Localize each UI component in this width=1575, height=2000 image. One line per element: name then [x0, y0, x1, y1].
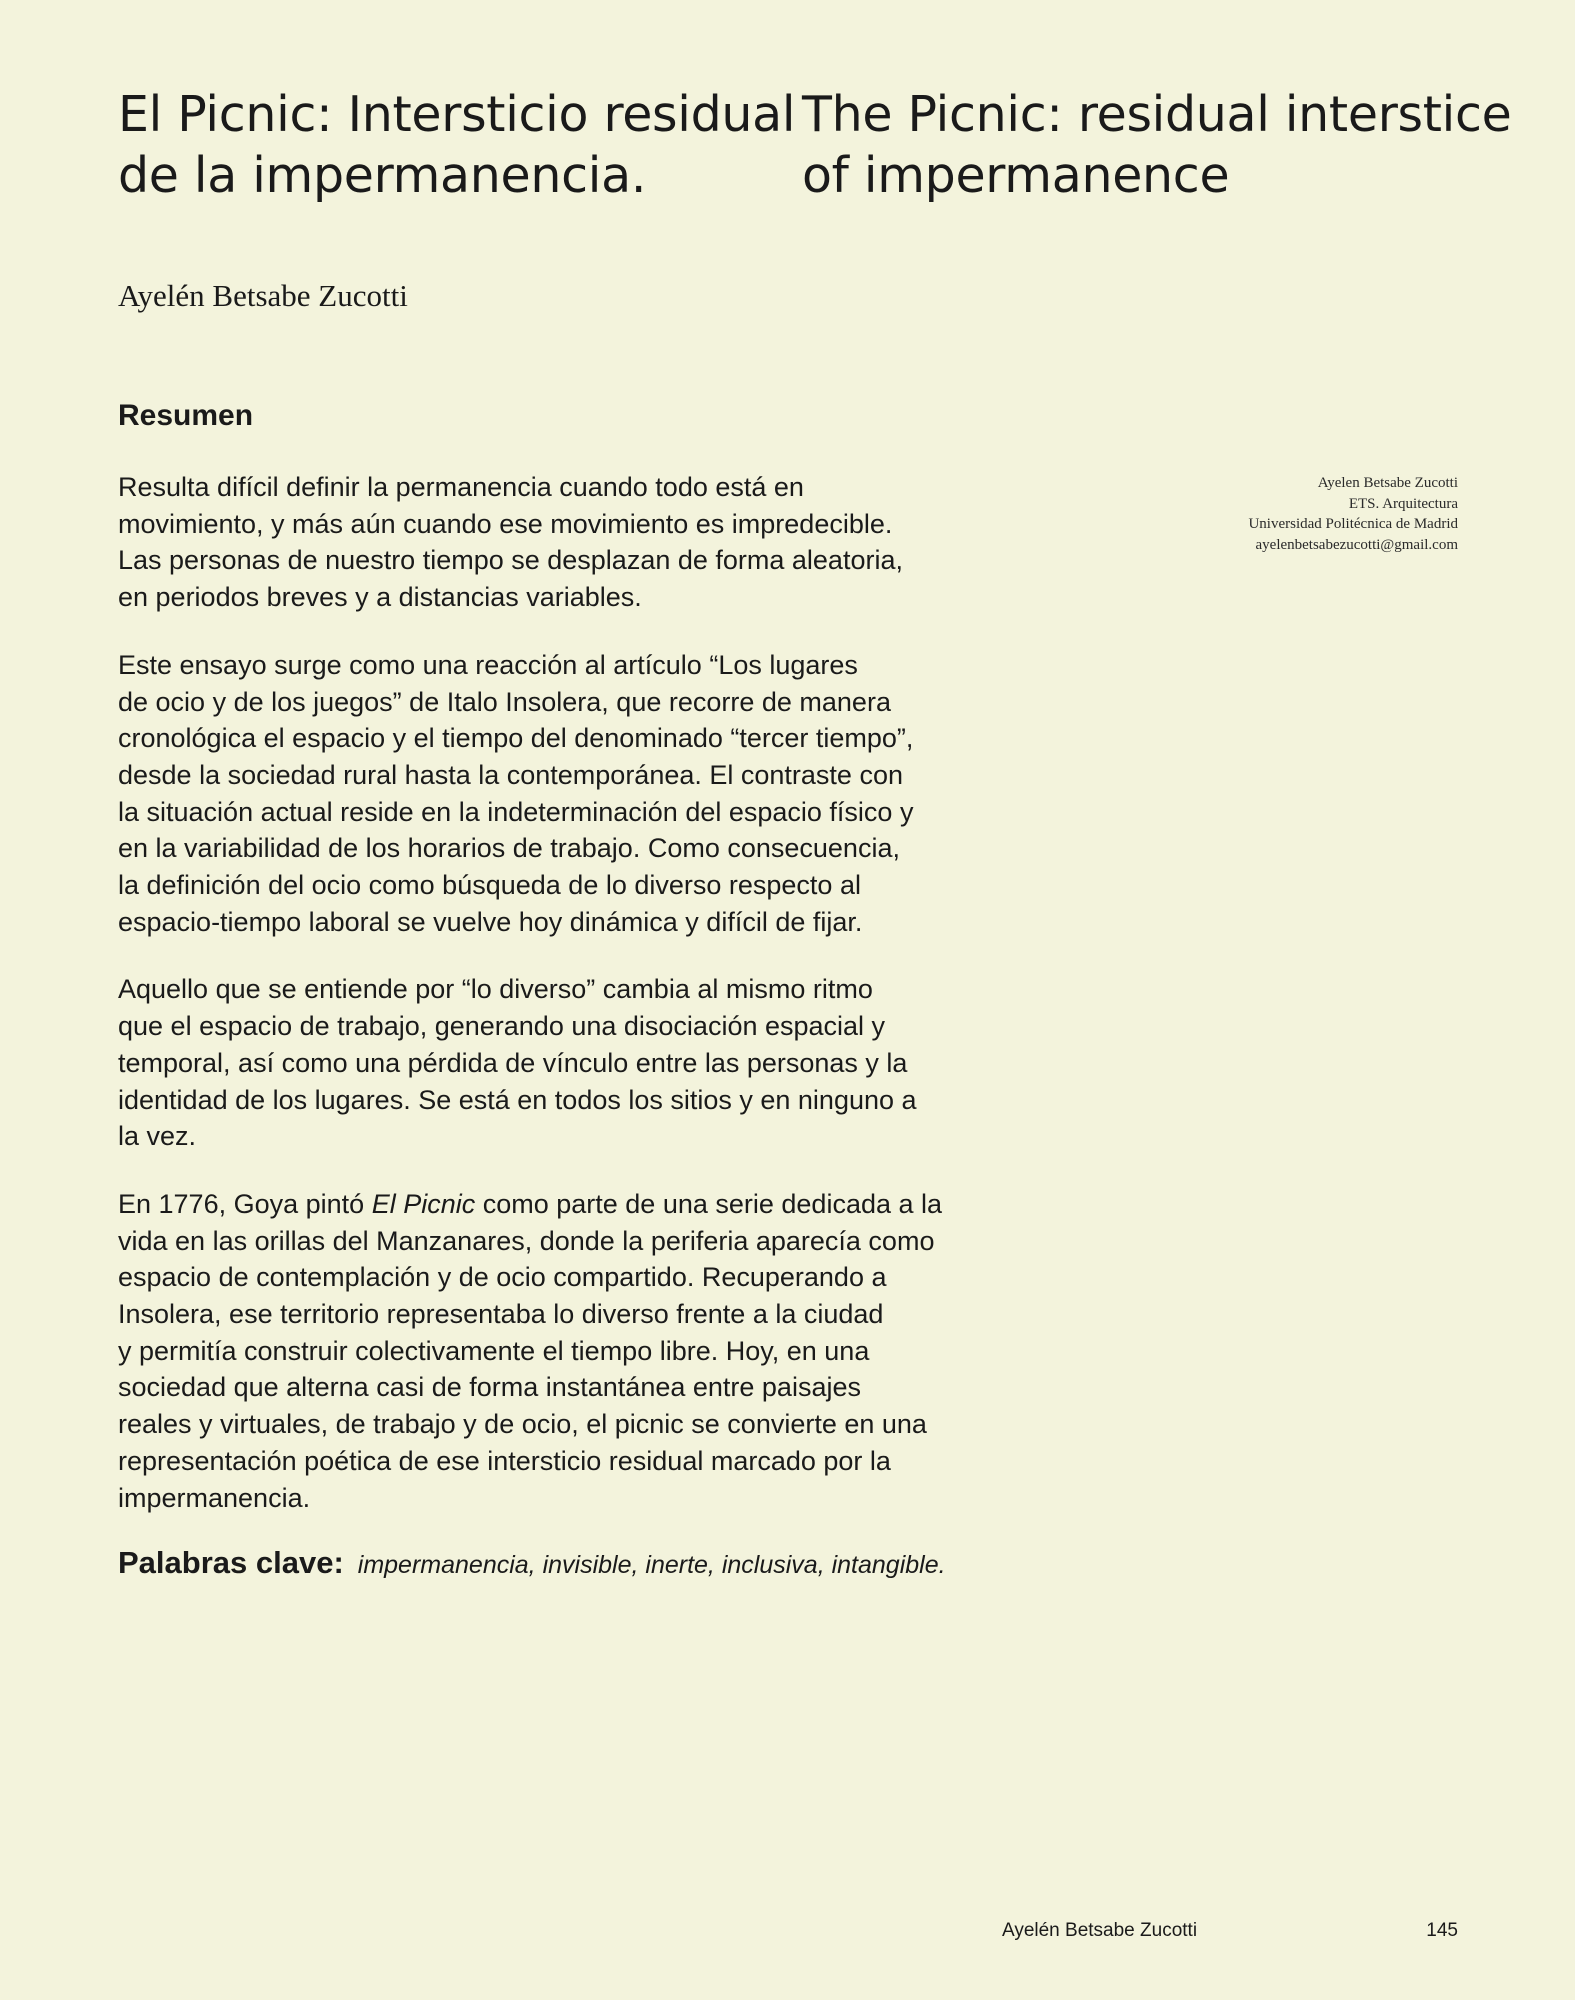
text-line: movimiento, y más aún cuando ese movimiento es impredecible. [118, 508, 893, 539]
title-english-line-2: of impermanence [802, 147, 1230, 204]
keywords-label: Palabras clave: [118, 1545, 344, 1580]
text-line: en periodos breves y a distancias variables. [118, 582, 642, 613]
text-line: representación poética de ese intersticio residual marcado por la [118, 1445, 891, 1476]
title-spanish [118, 84, 796, 206]
affiliation-university: Universidad Politécnica de Madrid [1248, 516, 1458, 532]
author-affiliation [1248, 473, 1458, 555]
author-name: Ayelén Betsabe Zucotti [118, 278, 408, 313]
text-line: impermanencia. [118, 1482, 311, 1513]
text-line: cronológica el espacio y el tiempo del denominado “tercer tiempo”, [118, 723, 914, 754]
text-line: en la variabilidad de los horarios de trabajo. Como consecuencia, [118, 833, 900, 864]
text-line: la vez. [118, 1121, 197, 1152]
page-number: 145 [1426, 1920, 1458, 1941]
abstract-body [118, 469, 1018, 1547]
text-line: que el espacio de trabajo, generando una disociación espacial y [118, 1011, 886, 1042]
text-line: Resulta difícil definir la permanencia cuando todo está en [118, 472, 804, 502]
abstract-heading: Resumen [118, 399, 254, 432]
text-line: la definición del ocio como búsqueda de lo diverso respecto al [118, 870, 861, 901]
text-line: desde la sociedad rural hasta la contemporánea. El contraste con [118, 759, 903, 790]
abstract-paragraph-4 [118, 1186, 1018, 1516]
text-line: Aquello que se entiende por “lo diverso” cambia al mismo ritmo [118, 974, 873, 1005]
keywords [118, 1545, 946, 1581]
text-line [118, 1186, 1018, 1223]
text-line: sociedad que alterna casi de forma instantánea entre paisajes [118, 1372, 861, 1403]
title-english [802, 84, 1512, 206]
text-fragment: como parte de una serie dedicada a la [475, 1188, 943, 1219]
text-line: Este ensayo surge como una reacción al artículo “Los lugares [118, 649, 858, 680]
affiliation-school: ETS. Arquitectura [1348, 495, 1458, 512]
title-spanish-line-2: de la impermanencia. [118, 147, 647, 204]
text-line: y permitía construir colectivamente el tiempo libre. Hoy, en una [118, 1335, 870, 1366]
text-line: espacio de contemplación y de ocio compartido. Recuperando a [118, 1262, 887, 1293]
text-line: espacio-tiempo laboral se vuelve hoy dinámica y difícil de fijar. [118, 906, 863, 937]
text-line: Insolera, ese territorio representaba lo diverso frente a la ciudad [118, 1299, 884, 1330]
affiliation-name: Ayelen Betsabe Zucotti [1317, 475, 1458, 491]
painting-title: El Picnic [371, 1188, 476, 1219]
title-english-line-1: The Picnic: residual interstice [802, 86, 1512, 143]
text-line: Las personas de nuestro tiempo se desplazan de forma aleatoria, [118, 545, 903, 576]
text-line: de ocio y de los juegos” de Italo Insolera, que recorre de manera [118, 686, 891, 717]
text-fragment: En 1776, Goya pintó [118, 1188, 372, 1219]
footer-author: Ayelén Betsabe Zucotti [1002, 1920, 1198, 1941]
text-line: temporal, así como una pérdida de vínculo entre las personas y la [118, 1047, 908, 1078]
abstract-paragraph-2 [118, 647, 1018, 941]
text-line: la situación actual reside en la indeterminación del espacio físico y [118, 796, 914, 827]
text-line: identidad de los lugares. Se está en todos los sitios y en ninguno a [118, 1084, 917, 1115]
text-line: reales y virtuales, de trabajo y de ocio, el picnic se convierte en una [118, 1409, 927, 1440]
abstract-paragraph-3 [118, 971, 1018, 1155]
title-spanish-line-1: El Picnic: Intersticio residual [118, 86, 796, 143]
keywords-values: impermanencia, invisible, inerte, inclusiva, intangible. [357, 1551, 946, 1579]
affiliation-email: ayelenbetsabezucotti@gmail.com [1255, 536, 1458, 553]
abstract-paragraph-1 [118, 469, 1018, 616]
text-line: vida en las orillas del Manzanares, donde la periferia aparecía como [118, 1225, 935, 1256]
